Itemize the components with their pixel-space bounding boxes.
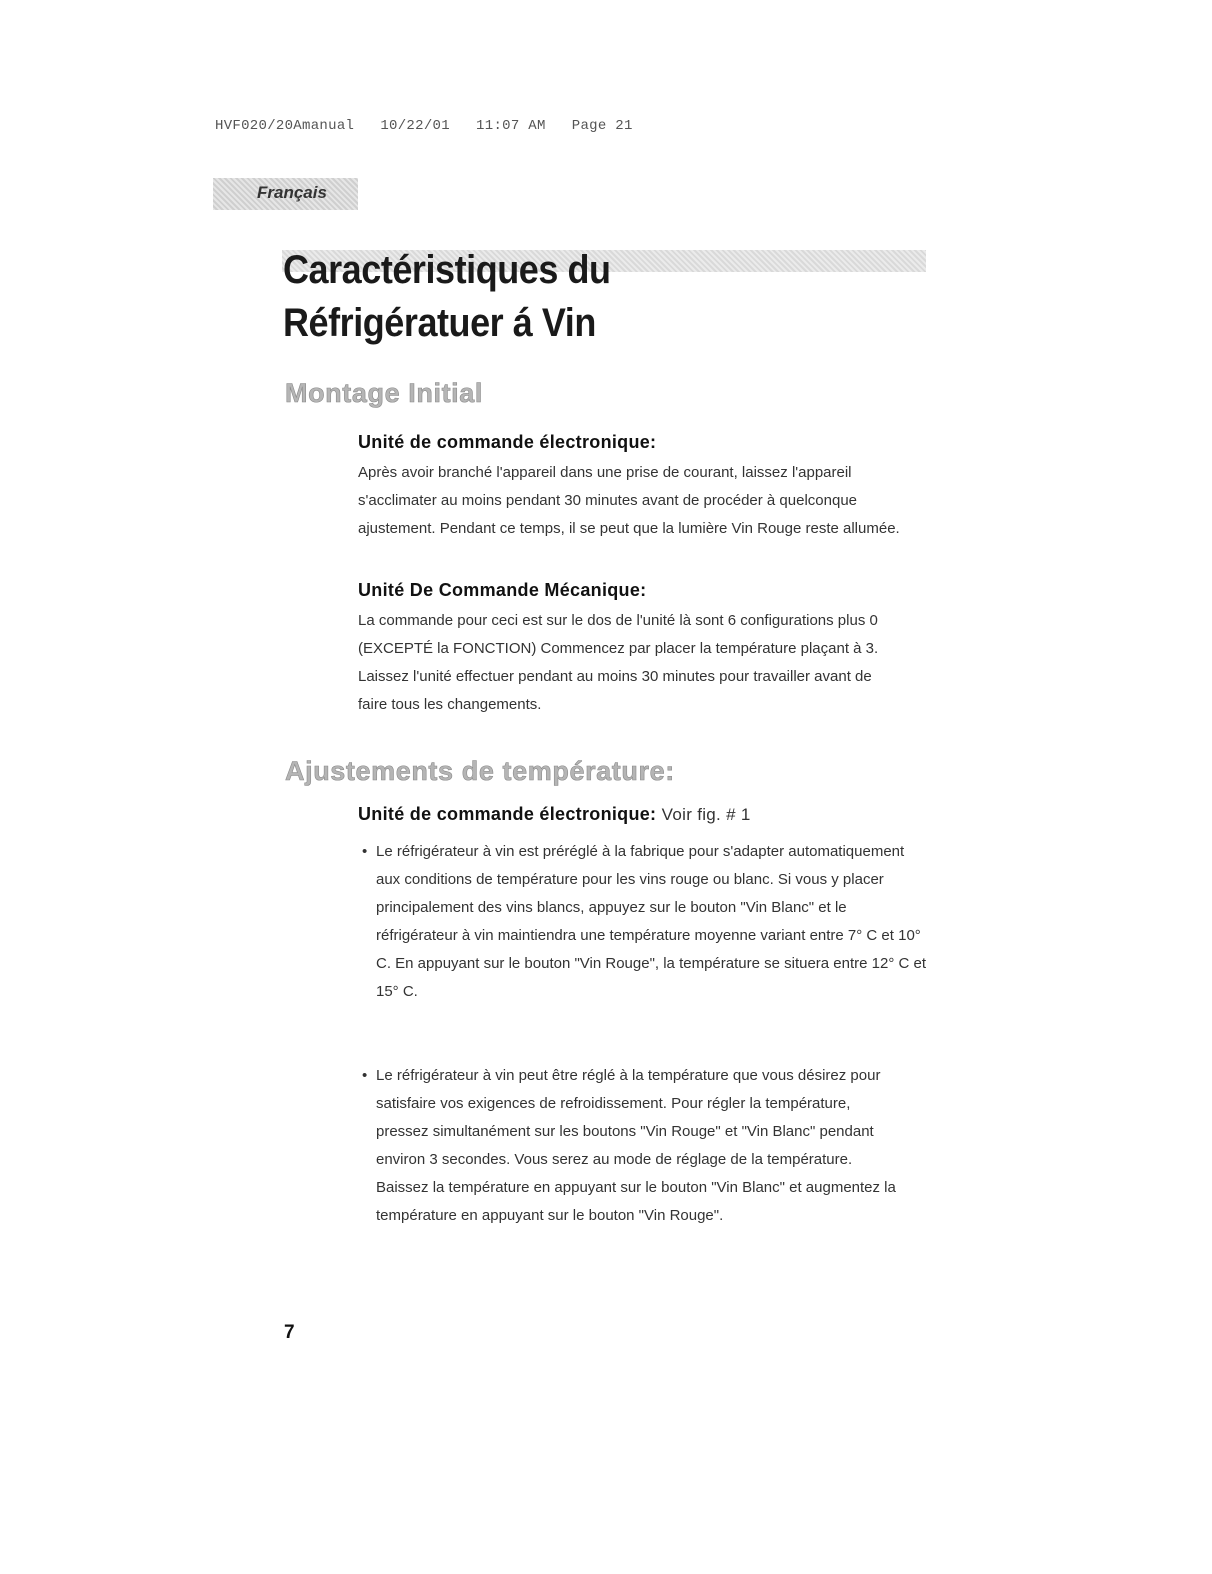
page-number: 7 <box>284 1322 295 1343</box>
print-header-meta: HVF020/20Amanual 10/22/01 11:07 AM Page 21 <box>215 118 633 134</box>
section-heading-temperature: Ajustements de température: <box>285 756 675 786</box>
mechanical-control-heading: Unité De Commande Mécanique: <box>358 580 647 600</box>
figure-reference: Voir fig. # 1 <box>661 805 751 824</box>
electronic-control-block <box>358 432 928 543</box>
bullet-marker: • <box>362 1067 368 1084</box>
section-heading-montage: Montage Initial <box>285 378 483 408</box>
bullet-marker: • <box>362 843 368 860</box>
page-title <box>283 244 611 350</box>
temperature-electronic-heading <box>358 804 928 825</box>
list-item <box>362 838 932 1006</box>
mechanical-control-block <box>358 580 928 719</box>
language-tab-label: Français <box>257 183 327 202</box>
page-title-line-1: Caractéristiques du <box>283 248 611 292</box>
bullet-text: Le réfrigérateur à vin peut être réglé à la température que vous désirez pour satisfaire vos exigences de refroidissement. Pour régler la température, pressez simultanément sur les boutons "Vin Rouge" et "Vin Blanc" pendant environ 3 secondes. Vous serez au mode de réglage de la température. Baissez la température en appuyant sur le bouton "Vin Blanc" et augmentez la température en appuyant sur le bouton "Vin Rouge". <box>376 1067 896 1224</box>
list-item <box>362 1062 932 1230</box>
electronic-control-heading: Unité de commande électronique: <box>358 432 657 452</box>
temperature-electronic-heading-label: Unité de commande électronique: <box>358 804 657 824</box>
bullet-text: Le réfrigérateur à vin est préréglé à la fabrique pour s'adapter automatiquement aux conditions de température pour les vins rouge ou blanc. Si vous y placer principalement des vins blancs, appuyez sur le bouton "Vin Blanc" et le réfrigérateur à vin maintiendra une température moyenne variant entre 7° C et 10° C. En appuyant sur le bouton "Vin Rouge", la température se situera entre 12° C et 15° C. <box>376 843 927 1000</box>
mechanical-control-text: La commande pour ceci est sur le dos de l'unité là sont 6 configurations plus 0 (EXCEPTÉ la FONCTION) Commencez par placer la température plaçant à 3. Laissez l'unité effectuer pendant au moins 30 minutes pour travailler avant de faire tous les changements. <box>358 612 879 713</box>
page-title-line-2: Réfrigératuer á Vin <box>283 301 596 345</box>
language-tab <box>213 178 358 210</box>
temperature-electronic-block <box>358 804 928 825</box>
electronic-control-text: Après avoir branché l'appareil dans une prise de courant, laissez l'appareil s'acclimater au moins pendant 30 minutes avant de procéder à quelconque ajustement. Pendant ce temps, il se peut que la lumière Vin Rouge reste allumée. <box>358 464 900 537</box>
